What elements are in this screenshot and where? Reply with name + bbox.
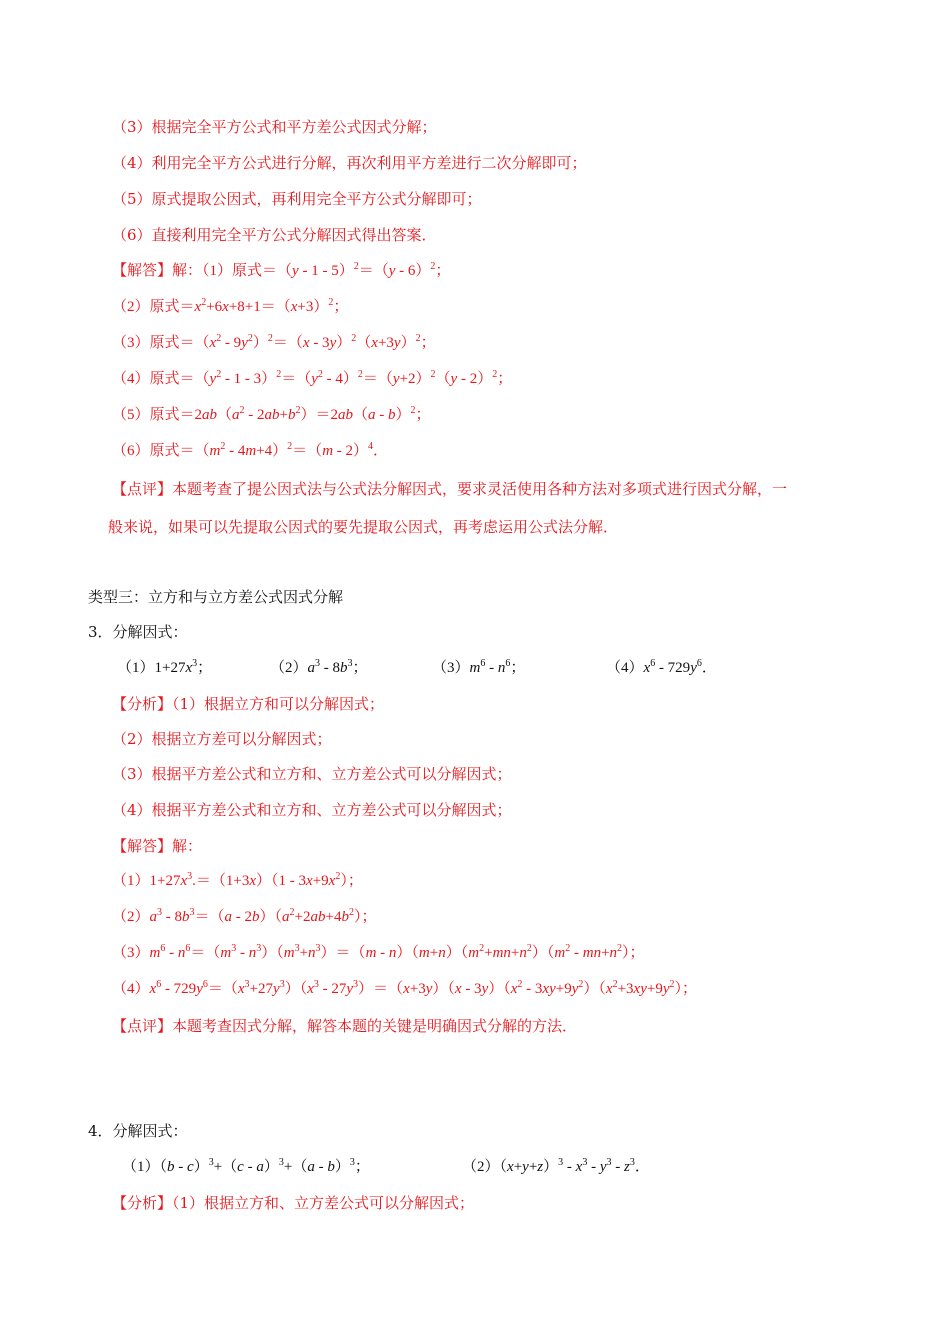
problem-4-item-2: $(2)(x+y+z)^3 - x^3 - y^3 - z^3$． [462,1157,650,1175]
problem-4-item-1: （1）（b - c）$^3$+（c - a）$^3$+（a - b）$^3$； [122,1157,370,1175]
problem-3-label: 3．分解因式： [88,623,188,641]
answer-3-line-2: $(2)a^3 - 8b^3=(a - 2b)(a^2+2ab+4b^2)$； [112,907,377,925]
problem-3-item-2: $(2)a^3 - 8b^3$； [270,658,368,676]
problem-3-item-3: $(3)m^6 - n^6$； [432,658,526,676]
analysis-text: （1）根据立方和、立方差公式可以分解因式； [172,1194,475,1212]
analysis-line-3: （3）根据完全平方公式和平方差公式因式分解； [112,118,437,136]
analysis-text: （1）根据立方和可以分解因式； [172,695,385,713]
analysis-tag: 【分析】 [112,695,173,713]
analysis-3-line-4: （4）根据平方差公式和立方和、立方差公式可以分解因式； [112,801,512,819]
answer-tag: 【解答】 [112,263,173,279]
answer-3-line-1: $(1)1+27x^3.=(1+3x)(1 - 3x+9x^2)$； [112,871,363,889]
analysis-4-line-1 [112,1193,474,1213]
comment-text: 本题考查了提公因式法与公式法分解因式，要求灵活使用各种方法对多项式进行因式分解，一 [172,480,788,498]
analysis-line-5: （5）原式提取公因式，再利用完全平方公式分解即可； [112,190,482,208]
comment-text: 本题考查因式分解，解答本题的关键是明确因式分解的方法． [172,1017,578,1035]
problem-3-item-1: $(1)1+27x^3$； [117,658,213,676]
answer-3-header [112,836,202,856]
analysis-3-line-2: （2）根据立方差可以分解因式； [112,730,332,748]
answer-line-3: （3）原式$=(x^2 - 9y^2)^2=(x - 3y)^2(x+3y)^2$； [112,333,436,351]
answer-line-4: （4）原式$=(y^2 - 1 - 3)^2=(y^2 - 4)^2=(y+2)^2(y - 2)^2$； [112,369,513,387]
answer-line-5: （5）原式$=2ab(a^2 - 2ab+b^2)=2ab(a - b)^2$； [112,405,431,423]
comment-line-1 [112,479,787,499]
analysis-tag: 【分析】 [112,1194,173,1212]
type-heading: 类型三：立方和与立方差公式因式分解 [88,588,344,606]
comment-3 [112,1016,577,1036]
analysis-line-6: （6）直接利用完全平方公式分解因式得出答案． [112,226,437,244]
answer-3-line-3: $(3)m^6 - n^6=(m^3 - n^3)(m^3+n^3)=(m - n)(m+n)(m^2+mn+n^2)(m^2 - mn+n^2)$； [112,943,645,961]
comment-tag: 【点评】 [112,1017,173,1035]
analysis-line-4: （4）利用完全平方公式进行分解，再次利用平方差进行二次分解即可； [112,154,587,172]
answer-intro: 解： [172,263,203,279]
answer-line-2: （2）原式$=x^2+6x+8+1=(x+3)^2$； [112,297,349,315]
analysis-3-line-3: （3）根据平方差公式和立方和、立方差公式可以分解因式； [112,765,512,783]
answer-3-line-4: $(4)x^6 - 729y^6=(x^3+27y^3)(x^3 - 27y^3)=(x+3y)(x - 3y)(x^2 - 3xy+9y^2)(x^2+3xy+9y^2)$； [112,979,698,997]
comment-tag: 【点评】 [112,480,173,498]
problem-4-label: 4．分解因式： [88,1122,188,1140]
comment-line-2: 般来说，如果可以先提取公因式的要先提取公因式，再考虑运用公式法分解． [108,518,619,536]
analysis-3-line-1 [112,694,384,714]
problem-3-item-4: $(4)x^6 - 729y^6$． [606,658,717,676]
answer-line-6: （6）原式$=(m^2 - 4m+4)^2=(m - 2)^4$． [112,441,389,459]
answer-intro: 解： [172,837,203,855]
answer-tag: 【解答】 [112,837,173,855]
answer-line-1: 【解答】解：（1）原式＝（y - 1 - 5）$^2$＝（y - 6）$^2$； [112,261,451,279]
